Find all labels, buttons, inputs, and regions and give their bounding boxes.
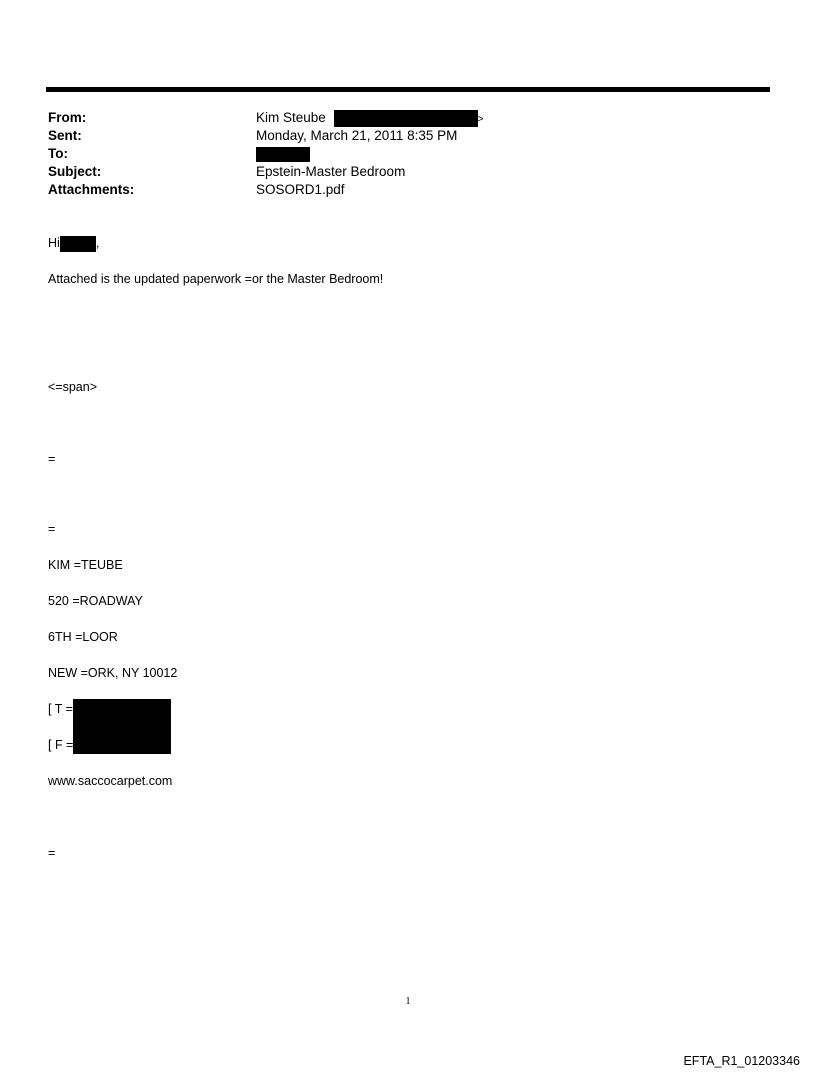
equals-line-3: = <box>48 846 56 860</box>
span-tag-text: <=span> <box>48 380 98 394</box>
from-suffix: > <box>477 114 484 125</box>
from-label: From: <box>48 110 87 125</box>
sent-row <box>48 127 768 145</box>
from-name: Kim Steube <box>256 110 326 125</box>
redaction-phone-fax <box>73 699 171 754</box>
equals-line-1: = <box>48 452 56 466</box>
body-line-1: Attached is the updated paperwork =or the Master Bedroom! <box>48 272 384 286</box>
to-label: To: <box>48 146 68 161</box>
greeting: Hi <box>48 236 60 250</box>
fax-label: [ F = <box>48 738 74 752</box>
bates-number: EFTA_R1_01203346 <box>683 1054 800 1068</box>
signature-name: KIM =TEUBE <box>48 558 123 572</box>
signature-street: 520 =ROADWAY <box>48 594 143 608</box>
to-value <box>256 145 310 163</box>
sent-label: Sent: <box>48 128 82 143</box>
attachments-row <box>48 181 768 199</box>
greeting-comma: , <box>95 236 100 250</box>
signature-city: NEW =ORK, NY 10012 <box>48 666 178 680</box>
to-row <box>48 145 768 163</box>
subject-value: Epstein-Master Bedroom <box>256 164 406 179</box>
redaction-to <box>256 147 310 162</box>
subject-label: Subject: <box>48 164 102 179</box>
attachments-label: Attachments: <box>48 182 135 197</box>
page-number: 1 <box>405 996 411 1007</box>
subject-row <box>48 163 768 181</box>
signature-website: www.saccocarpet.com <box>48 774 173 788</box>
redaction-from-email <box>334 110 478 127</box>
signature-phone-line <box>48 701 73 717</box>
redaction-greeting-name <box>60 236 96 252</box>
signature-fax-line <box>48 737 73 753</box>
email-header <box>48 109 768 199</box>
header-rule <box>46 87 770 92</box>
attachments-value: SOSORD1.pdf <box>256 182 345 197</box>
equals-line-2: = <box>48 522 56 536</box>
sent-value: Monday, March 21, 2011 8:35 PM <box>256 128 458 143</box>
signature-floor: 6TH =LOOR <box>48 630 118 644</box>
from-row <box>48 109 768 127</box>
from-value <box>256 109 483 129</box>
greeting-line <box>48 235 99 252</box>
phone-label: [ T = <box>48 702 73 716</box>
